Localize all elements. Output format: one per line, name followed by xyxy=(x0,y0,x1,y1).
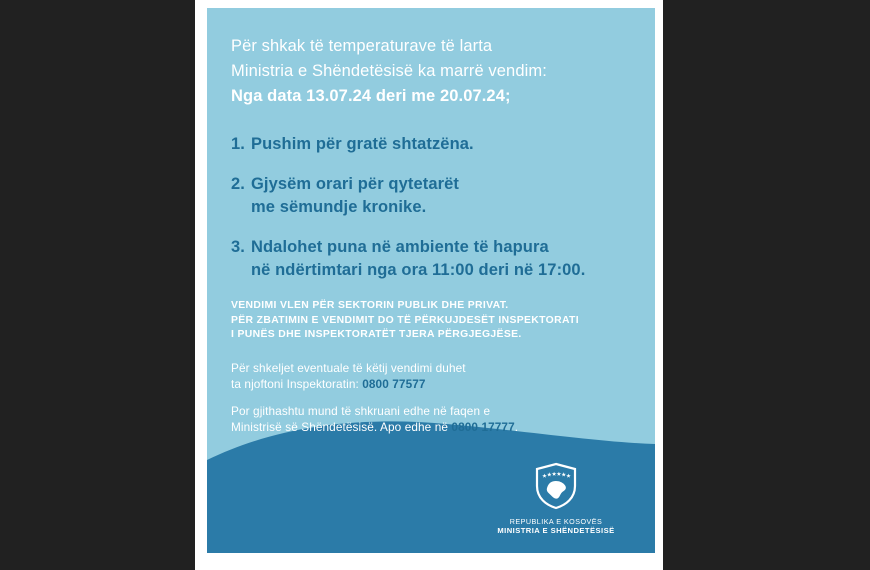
contact-line: Por gjithashtu mund të shkruani edhe në faqen e xyxy=(231,403,491,418)
headline-line-2: Ministria e Shëndetësisë ka marrë vendim: xyxy=(231,62,547,80)
backdrop-right-panel xyxy=(663,0,870,570)
list-item-line: Ndalohet puna në ambiente të hapura xyxy=(250,238,549,256)
kosovo-shield-emblem-icon xyxy=(534,462,578,510)
list-item-number: 1. xyxy=(231,135,245,153)
backdrop-left-panel xyxy=(0,0,195,570)
contact-paragraph-1 xyxy=(231,360,631,392)
list-item xyxy=(231,173,631,219)
contact-line-prefix: ta njoftoni Inspektoratin: xyxy=(231,376,363,391)
emblem-line-ministry: MINISTRIA E SHËNDETËSISË xyxy=(497,526,615,535)
list-item-number: 3. xyxy=(231,238,245,256)
measures-list xyxy=(231,133,631,282)
list-item xyxy=(231,133,631,156)
list-item xyxy=(231,236,631,282)
notice-caps-line-2: PËR ZBATIMIN E VENDIMIT DO TË PËRKUJDESËT INSPEKTORATI xyxy=(231,314,579,326)
list-item-line: Gjysëm orari për qytetarët xyxy=(250,175,459,193)
list-item-line: Pushim për gratë shtatzëna. xyxy=(250,135,474,153)
contact-line-prefix: Ministrisë së Shëndetësisë. Apo edhe në xyxy=(231,419,452,434)
list-item-text xyxy=(251,133,631,156)
emblem-line-republic: REPUBLIKA E KOSOVËS xyxy=(509,516,603,526)
notice-caps-block xyxy=(231,299,631,343)
contact-line-suffix: . xyxy=(514,419,519,434)
list-item-text xyxy=(251,236,631,282)
headline-line-3-dates: Nga data 13.07.24 deri me 20.07.24; xyxy=(231,87,511,105)
list-item-number: 2. xyxy=(231,175,245,193)
contact-block xyxy=(231,360,631,435)
headline-block xyxy=(231,34,631,109)
headline-line-1: Për shkak të temperaturave të larta xyxy=(231,37,493,55)
contact-line: Për shkeljet eventuale të këtij vendimi duhet xyxy=(231,360,466,375)
contact-paragraph-2 xyxy=(231,403,631,435)
notice-caps-line-1: VENDIMI VLEN PËR SEKTORIN PUBLIK DHE PRIVAT. xyxy=(231,300,509,311)
poster-content xyxy=(207,8,655,435)
health-ministry-poster xyxy=(207,8,655,553)
emblem xyxy=(481,462,631,537)
list-item-text xyxy=(251,173,631,219)
inspectorate-phone-number: 0800 77577 xyxy=(362,376,426,391)
list-item-line: në ndërtimtari nga ora 11:00 deri në 17:00. xyxy=(250,261,586,279)
notice-caps-line-3: I PUNËS DHE INSPEKTORATËT TJERA PËRGJEGJËSE. xyxy=(231,329,522,340)
ministry-phone-number: 0800 17777 xyxy=(451,419,515,434)
list-item-line: me sëmundje kronike. xyxy=(250,198,427,216)
